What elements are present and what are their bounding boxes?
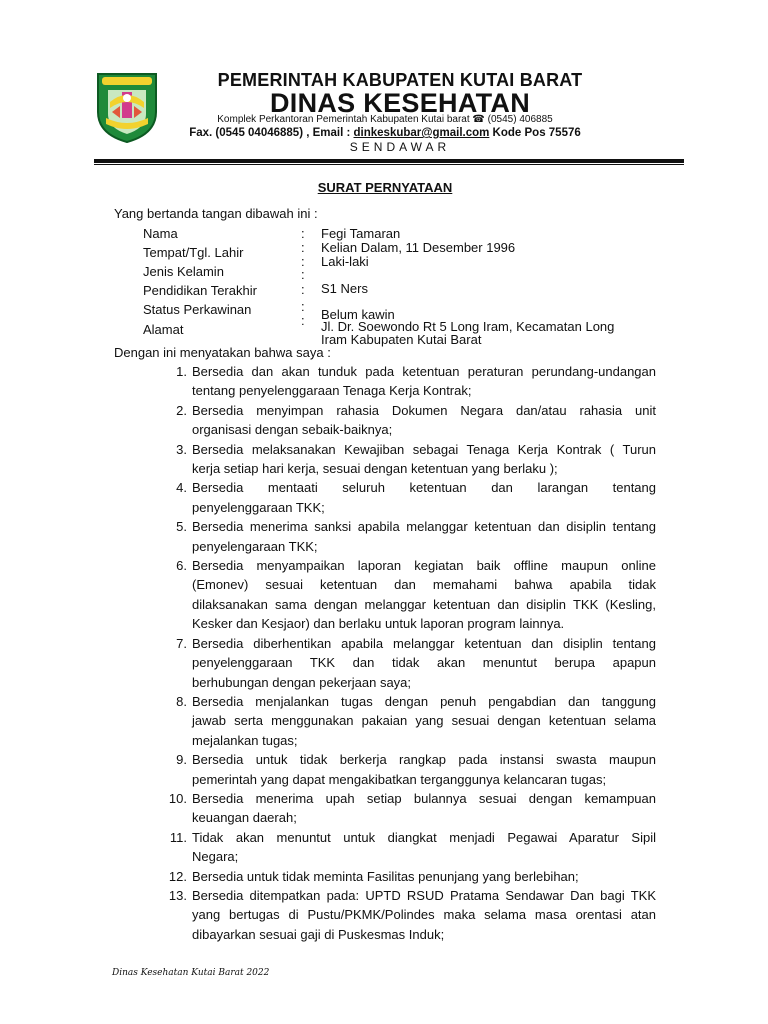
field-colon: : — [301, 313, 305, 328]
statement-item — [160, 750, 656, 789]
item-line: Bersedia menyimpan rahasia Dokumen Negara dan/atau rahasia unit — [192, 402, 656, 418]
item-line: Negara; — [192, 849, 239, 865]
item-line: Tidak akan menuntut untuk diangkat menjadi Pegawai Aparatur Sipil — [192, 829, 656, 845]
statement-item — [160, 556, 656, 634]
item-line: Bersedia menerima upah setiap bulannya sesuai dengan kemampuan — [192, 790, 656, 806]
field-colon: : — [301, 299, 305, 314]
field-value-nama: Fegi Tamaran — [321, 226, 401, 241]
item-line: penyelengaraan TKK; — [192, 538, 318, 554]
item-text — [192, 440, 656, 479]
item-number: 11. — [169, 829, 187, 845]
item-line: kerja setiap hari kerja, sesuai dengan ketentuan yang berlaku ); — [192, 461, 558, 477]
item-text — [192, 886, 656, 944]
item-number: 2. — [176, 402, 187, 418]
item-line: Bersedia menyampaikan laporan kegiatan baik offline maupun online — [192, 558, 656, 574]
field-colon: : — [301, 226, 305, 241]
item-number: 4. — [176, 480, 187, 496]
item-text — [192, 401, 656, 440]
item-line: Bersedia mentaati seluruh ketentuan dan larangan tentang — [192, 480, 656, 496]
field-value-status: Belum kawin — [321, 307, 395, 322]
item-line: organisasi dengan sebaik-baiknya; — [192, 422, 393, 438]
item-text — [192, 828, 656, 867]
item-number: 1. — [176, 364, 187, 379]
intro-text: Yang bertanda tangan dibawah ini : — [114, 206, 318, 221]
item-number: 12. — [168, 868, 187, 884]
item-line: penyelenggaraan TKK; — [192, 499, 325, 515]
statement-item — [160, 634, 656, 692]
field-colon: : — [301, 282, 305, 297]
statement-item — [160, 440, 656, 479]
field-colon: : — [301, 240, 305, 255]
item-line: Bersedia menerima sanksi apabila melanggar ketentuan dan disiplin tentang — [192, 519, 656, 535]
fax-text: Fax. (0545 04046885) , Email : — [189, 127, 354, 139]
field-value-jenis-kelamin: Laki-laki — [321, 254, 369, 269]
field-label-alamat: Alamat — [143, 322, 184, 337]
statement-text: Dengan ini menyatakan bahwa saya : — [114, 345, 331, 360]
item-line: dibayarkan sesuai gaji di Puskesmas Induk; — [192, 926, 445, 942]
item-text — [192, 556, 656, 634]
field-colon: : — [301, 254, 305, 269]
page-footer: Dinas Kesehatan Kutai Barat 2022 — [112, 968, 270, 978]
contact-line — [150, 127, 620, 139]
field-value-pendidikan: S1 Ners — [321, 281, 368, 296]
item-text — [192, 750, 656, 789]
statement-item — [160, 867, 656, 886]
item-line: penyelenggaraan TKK dan tidak akan menuntut berupa apapun — [192, 655, 656, 671]
item-line: Bersedia untuk tidak meminta Fasilitas penunjang yang berlebihan; — [192, 868, 579, 884]
item-line: (Emonev) sesuai ketentuan dan memahami bahwa apabila tidak — [192, 577, 656, 593]
statement-items-list — [160, 362, 656, 944]
item-line: Kesker dan Kesjaor) dan berlaku untuk laporan program lainnya. — [192, 616, 565, 632]
statement-item — [160, 478, 656, 517]
item-line: Bersedia dan akan tunduk pada ketentuan peraturan perundang-undangan — [192, 364, 656, 379]
item-line: yang bertugas di Pustu/PKMK/Polindes maka selama masa orentasi atan — [192, 907, 656, 923]
statement-item — [160, 401, 656, 440]
item-line: Bersedia ditempatkan pada: UPTD RSUD Pratama Sendawar Dan bagi TKK — [192, 887, 656, 903]
item-number: 8. — [176, 693, 187, 709]
document-title: SURAT PERNYATAAN — [317, 180, 453, 195]
header-rule-thin — [94, 164, 684, 165]
statement-item — [160, 789, 656, 828]
item-line: pemerintah yang dapat mengakibatkan terganggunya kelancaran tugas; — [192, 771, 607, 787]
item-line: dilaksanakan sama dengan melanggar ketentuan dan disiplin TKK (Kesling, — [192, 596, 656, 612]
field-value-ttl: Kelian Dalam, 11 Desember 1996 — [321, 240, 516, 255]
field-label-status: Status Perkawinan — [143, 302, 252, 317]
government-name: PEMERINTAH KABUPATEN KUTAI BARAT — [217, 70, 583, 90]
item-line: keuangan daerah; — [192, 810, 297, 826]
field-label-pendidikan: Pendidikan Terakhir — [143, 283, 257, 298]
item-line: Bersedia menjalankan tugas dengan penuh pengabdian dan tanggung — [192, 693, 656, 709]
item-line: mejalankan tugas; — [192, 732, 298, 748]
item-text — [192, 789, 656, 828]
item-number: 10. — [168, 790, 187, 806]
office-name: DINAS KESEHATAN — [269, 88, 530, 118]
item-number: 3. — [176, 441, 187, 457]
statement-item — [160, 886, 656, 944]
statement-item — [160, 517, 656, 556]
item-line: jawab serta menggunakan pakaian yang sesuai dengan ketentuan selama — [192, 713, 656, 729]
item-line: tentang penyelenggaraan Tenaga Kerja Kontrak; — [192, 383, 472, 399]
statement-item — [160, 828, 656, 867]
field-label-jenis-kelamin: Jenis Kelamin — [143, 264, 224, 279]
field-label-nama: Nama — [143, 226, 178, 241]
field-value-alamat-line1: Jl. Dr. Soewondo Rt 5 Long Iram, Kecamatan Long — [321, 319, 615, 334]
email-link[interactable]: dinkeskubar@gmail.com — [353, 127, 490, 139]
item-number: 6. — [176, 558, 187, 574]
header-rule-thick — [94, 159, 684, 163]
item-line: Bersedia diberhentikan apabila melanggar ketentuan dan disiplin tentang — [192, 635, 656, 651]
address-line: Komplek Perkantoran Pemerintah Kabupaten Kutai barat ☎ (0545) 406885 — [217, 114, 553, 125]
item-number: 7. — [176, 635, 187, 651]
item-number: 13. — [168, 887, 187, 903]
item-text — [192, 867, 656, 886]
item-line: Bersedia untuk tidak berkerja rangkap pada instansi swasta maupun — [192, 752, 656, 768]
statement-item — [160, 362, 656, 401]
city-name: SENDAWAR — [349, 140, 451, 154]
item-text — [192, 692, 656, 750]
item-text — [192, 634, 656, 692]
field-label-ttl: Tempat/Tgl. Lahir — [143, 245, 244, 260]
item-line: Bersedia melaksanakan Kewajiban sebagai Tenaga Kerja Kontrak ( Turun — [192, 441, 656, 457]
statement-item — [160, 692, 656, 750]
item-text — [192, 478, 656, 517]
field-colon: : — [301, 267, 305, 282]
item-text — [192, 362, 656, 401]
item-text — [192, 517, 656, 556]
postal-code: Kode Pos 75576 — [489, 127, 581, 139]
item-line: berhubungan dengan pekerjaan saya; — [192, 674, 412, 690]
field-value-alamat-line2: Iram Kabupaten Kutai Barat — [321, 332, 482, 347]
item-number: 5. — [176, 519, 187, 535]
item-number: 9. — [176, 752, 187, 768]
